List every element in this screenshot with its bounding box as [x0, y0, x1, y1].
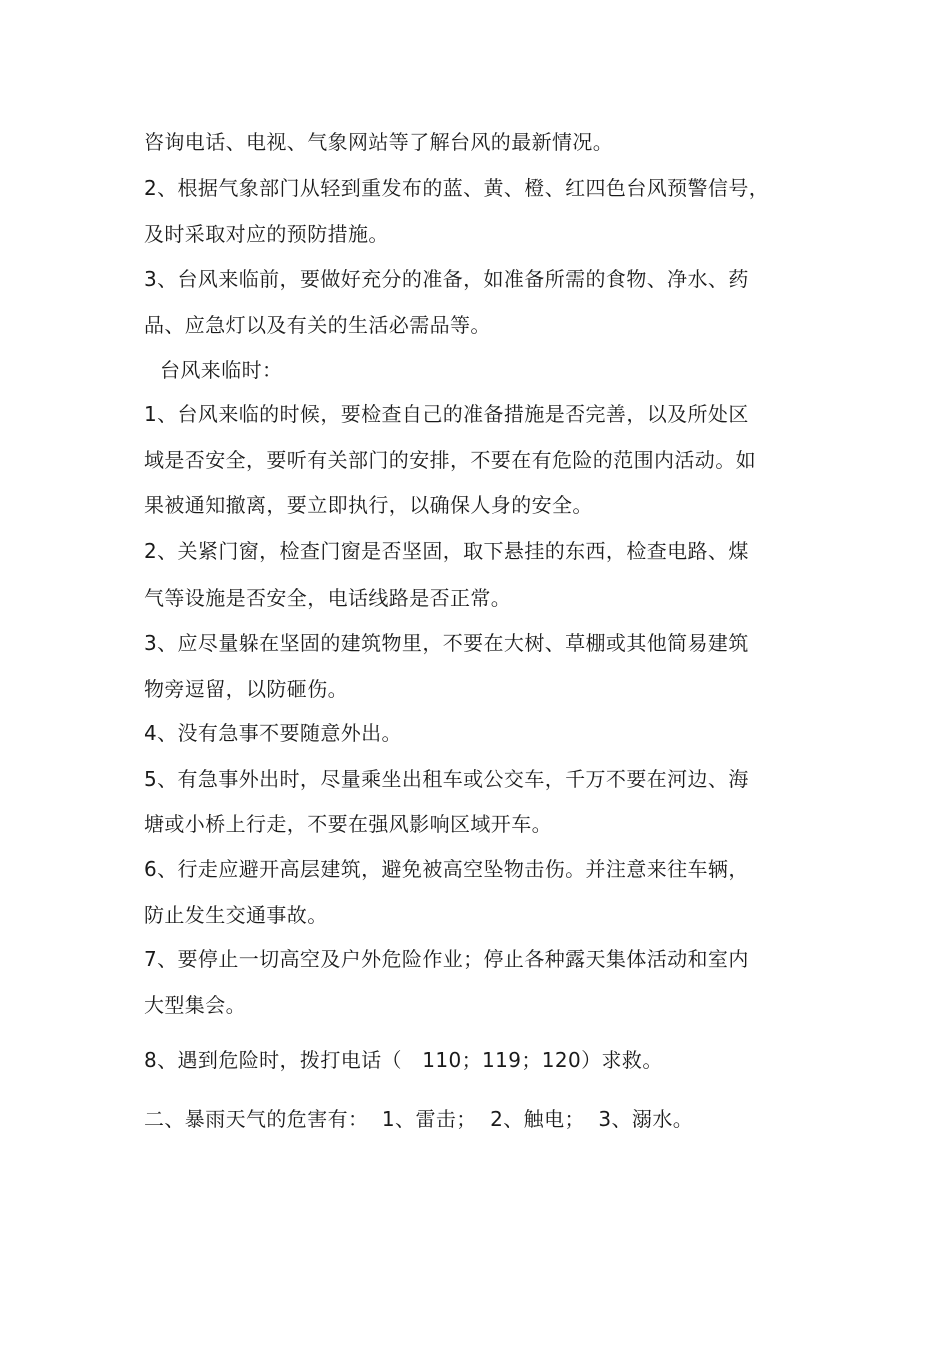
text-line: 2、根据气象部门从轻到重发布的蓝、黄、橙、红四色台风预警信号，	[144, 176, 770, 200]
text-line: 及时采取对应的预防措施。	[144, 222, 389, 246]
text-line: 防止发生交通事故。	[144, 903, 328, 927]
text-line: 塘或小桥上行走，不要在强风影响区域开车。	[144, 812, 552, 836]
text-line: 8、遇到危险时，拨打电话（ 110；119；120）求救。	[144, 1048, 663, 1072]
section-heading: 二、暴雨天气的危害有： 1、雷击； 2、触电； 3、溺水。	[144, 1107, 694, 1131]
text-line: 2、关紧门窗，检查门窗是否坚固，取下悬挂的东西，检查电路、煤	[144, 539, 749, 563]
text-line: 7、要停止一切高空及户外危险作业；停止各种露天集体活动和室内	[144, 947, 749, 971]
text-line: 3、台风来临前，要做好充分的准备，如准备所需的食物、净水、药	[144, 267, 749, 291]
text-line: 3、应尽量躲在坚固的建筑物里，不要在大树、草棚或其他简易建筑	[144, 631, 749, 655]
text-line: 5、有急事外出时，尽量乘坐出租车或公交车，千万不要在河边、海	[144, 767, 749, 791]
text-line: 咨询电话、电视、气象网站等了解台风的最新情况。	[144, 130, 614, 154]
text-line: 大型集会。	[144, 993, 246, 1017]
text-line: 6、行走应避开高层建筑，避免被高空坠物击伤。并注意来往车辆，	[144, 857, 749, 881]
text-line: 1、台风来临的时候，要检查自己的准备措施是否完善，以及所处区	[144, 402, 749, 426]
section-subheading: 台风来临时：	[160, 358, 283, 382]
text-line: 域是否安全，要听有关部门的安排，不要在有危险的范围内活动。如	[144, 448, 756, 472]
text-line: 物旁逗留，以防砸伤。	[144, 677, 348, 701]
text-line: 4、没有急事不要随意外出。	[144, 721, 402, 745]
text-line: 果被通知撤离，要立即执行，以确保人身的安全。	[144, 493, 593, 517]
text-line: 气等设施是否安全，电话线路是否正常。	[144, 586, 512, 610]
text-line: 品、应急灯以及有关的生活必需品等。	[144, 313, 491, 337]
